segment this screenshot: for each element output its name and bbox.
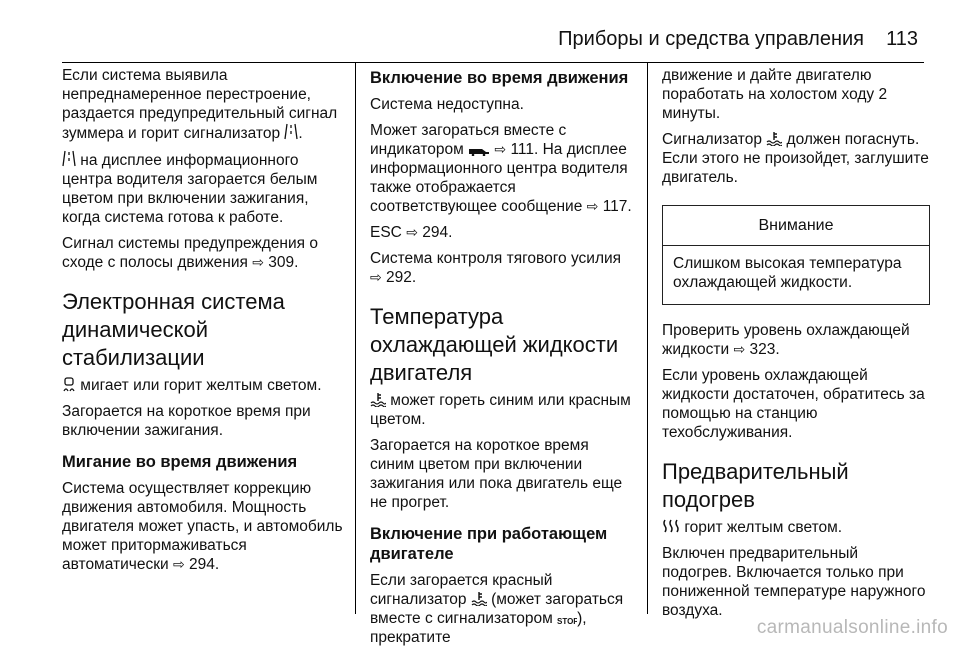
column-divider-1 [355,62,356,614]
paragraph: ESC ⇨ 294. [370,224,453,241]
lane-departure-icon [284,123,298,143]
paragraph: Может загораться вместе с индикатором ⇨ 111. На дисплее информационного центра водителя также отображается соответствующее сообщение ⇨ 117. [370,122,632,215]
coolant-temperature-icon [370,392,386,410]
paragraph: горит желтым светом. [662,518,930,537]
ref-arrow-icon: ⇨ [494,141,507,157]
ref-arrow-icon: ⇨ [406,224,418,240]
warning-box [662,205,930,305]
ref-arrow-icon: ⇨ [370,269,382,285]
column-1 [62,66,348,581]
coolant-temperature-icon [471,591,487,609]
page-title: Приборы и средства управления [558,28,864,50]
service-vehicle-icon [468,144,490,159]
ref-arrow-icon: ⇨ [172,556,185,572]
header-rule [62,62,924,63]
paragraph: Если загорается красный сигнализатор (может загораться вместе с сигнализатором STOP ), прекратите [370,572,624,646]
section-heading-coolant: Температура охлаждающей жидкости двигателя [370,304,619,385]
coolant-temperature-icon [766,131,782,149]
paragraph: Сигнализатор должен погаснуть. Если этого не произойдет, заглушите двигатель. [662,131,929,186]
subheading-on-while-driving: Включение во время движения [370,69,629,87]
paragraph: Проверить уровень охлаждающей жидкости ⇨ 323. [662,322,910,358]
svg-text:STOP: STOP [557,617,578,625]
glow-plug-icon [662,519,680,537]
watermark: carmanualsonline.info [756,617,948,638]
paragraph: Загорается на короткое время синим цветом при включении зажигания или пока двигатель еще не прогрет. [370,437,623,511]
paragraph: Включен предварительный подогрев. Включается только при пониженной температуре наружного воздуха. [662,545,926,619]
warning-text: Слишком высокая температура охлаждающей жидкости. [673,255,902,291]
warning-title: Внимание [663,206,929,246]
paragraph: Система контроля тягового усилия ⇨ 292. [370,250,622,286]
ref-arrow-icon: ⇨ [586,198,599,214]
paragraph: на дисплее информационного центра водителя загорается белым цветом при включении зажигания, когда система готова к работе. [62,152,318,226]
ref-arrow-icon: ⇨ [733,341,746,357]
subheading-blinking: Мигание во время движения [62,453,298,471]
page-header [0,0,960,64]
paragraph: Система осуществляет коррекцию движения автомобиля. Мощность двигателя может упасть, и автомобиль может притормаживаться автоматически ⇨ 294. [62,480,343,573]
section-heading-preheat: Предварительный подогрев [662,459,849,512]
esc-icon [62,377,76,395]
paragraph: Сигнал системы предупреждения о сходе с полосы движения ⇨ 309. [62,235,318,271]
stop-icon [557,613,577,628]
paragraph: движение и дайте двигателю поработать на холостом ходу 2 минуты. [662,67,888,122]
column-3 [662,66,930,627]
paragraph: Если уровень охлаждающей жидкости достаточен, обратитесь за помощью на станцию техобслуживания. [662,367,925,441]
column-2 [370,66,632,654]
paragraph: Система недоступна. [370,96,524,113]
section-heading-esc: Электронная система динамической стабилизации [62,289,285,370]
paragraph: мигает или горит желтым светом. [62,376,348,395]
paragraph: Если система выявила непреднамеренное перестроение, раздается предупредительный сигнал зуммера и горит сигнализатор . [62,67,338,142]
paragraph: может гореть синим или красным цветом. [370,392,631,428]
ref-arrow-icon: ⇨ [252,254,264,270]
column-divider-2 [647,62,648,614]
page-number: 113 [886,28,918,50]
paragraph: Загорается на короткое время при включении зажигания. [62,403,311,439]
subheading-on-while-running: Включение при работающем двигателе [370,525,608,563]
lane-departure-icon [62,150,76,170]
